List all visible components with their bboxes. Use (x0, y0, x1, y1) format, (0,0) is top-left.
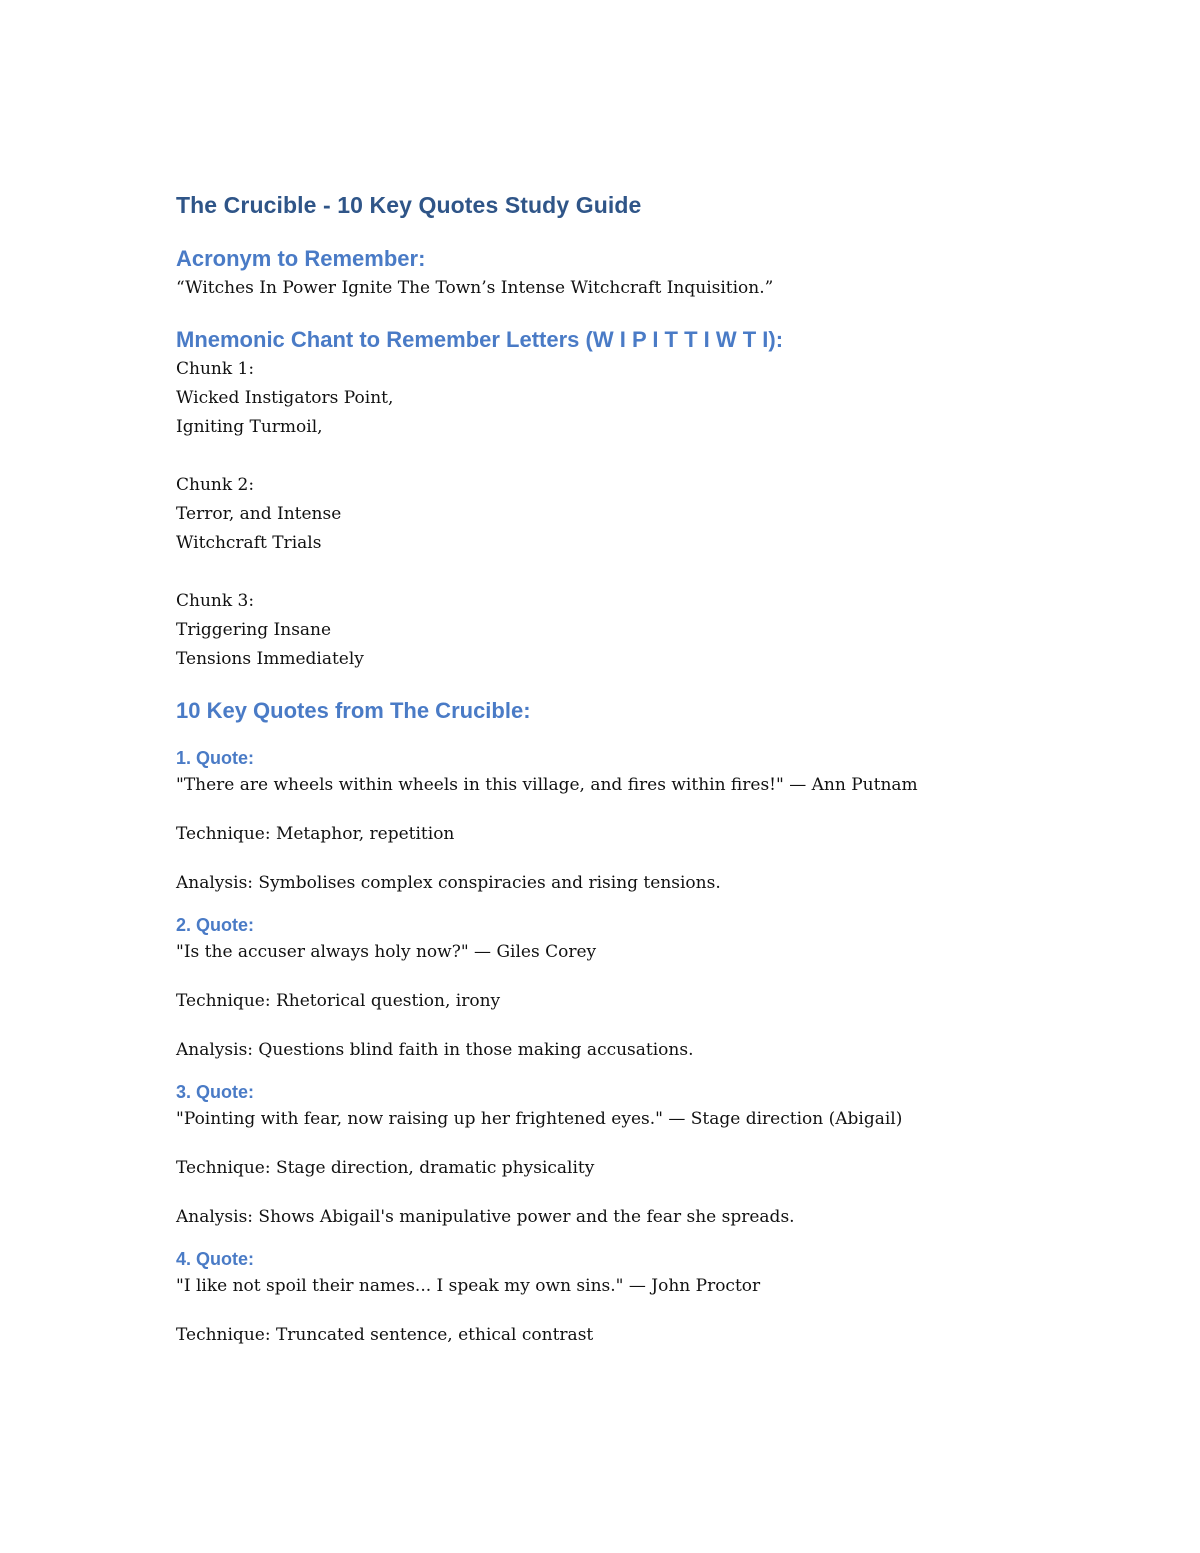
quote-1-label: 1. Quote: (176, 748, 255, 768)
chunk-1-label: Chunk 1: (176, 359, 255, 379)
quote-3-technique: Technique: Stage direction, dramatic physicality (176, 1158, 595, 1178)
quote-1-technique: Technique: Metaphor, repetition (176, 824, 455, 844)
document-title: The Crucible - 10 Key Quotes Study Guide (176, 192, 642, 218)
chunk-3-label: Chunk 3: (176, 591, 255, 611)
chunk-2-label: Chunk 2: (176, 475, 255, 495)
chunk-1-line-1: Wicked Instigators Point, (176, 388, 394, 408)
chunk-3-line-2: Tensions Immediately (176, 649, 364, 669)
quote-2-technique: Technique: Rhetorical question, irony (176, 991, 501, 1011)
quote-4-technique: Technique: Truncated sentence, ethical contrast (176, 1325, 594, 1345)
quote-3-text: "Pointing with fear, now raising up her frightened eyes." — Stage direction (Abigail) (176, 1109, 903, 1129)
quotes-heading: 10 Key Quotes from The Crucible: (176, 698, 531, 723)
quote-3-label: 3. Quote: (176, 1082, 255, 1102)
quote-2-label: 2. Quote: (176, 915, 255, 935)
document-content (176, 188, 1036, 1350)
quote-1-text: "There are wheels within wheels in this village, and fires within fires!" — Ann Putnam (176, 775, 918, 795)
quote-3-analysis: Analysis: Shows Abigail's manipulative power and the fear she spreads. (176, 1207, 795, 1227)
quote-4-text: "I like not spoil their names... I speak my own sins." — John Proctor (176, 1276, 761, 1296)
mnemonic-heading: Mnemonic Chant to Remember Letters (W I P I T T I W T I): (176, 327, 784, 352)
chunk-2-line-1: Terror, and Intense (176, 504, 342, 524)
acronym-heading: Acronym to Remember: (176, 246, 426, 271)
chunk-3-line-1: Triggering Insane (176, 620, 332, 640)
acronym-text: “Witches In Power Ignite The Town’s Intense Witchcraft Inquisition.” (176, 278, 774, 298)
quote-2-text: "Is the accuser always holy now?" — Giles Corey (176, 942, 597, 962)
quote-4-label: 4. Quote: (176, 1249, 255, 1269)
chunk-1-line-2: Igniting Turmoil, (176, 417, 323, 437)
quote-1-analysis: Analysis: Symbolises complex conspiracies and rising tensions. (176, 873, 721, 893)
quote-2-analysis: Analysis: Questions blind faith in those making accusations. (176, 1040, 694, 1060)
chunk-2-line-2: Witchcraft Trials (176, 533, 322, 553)
